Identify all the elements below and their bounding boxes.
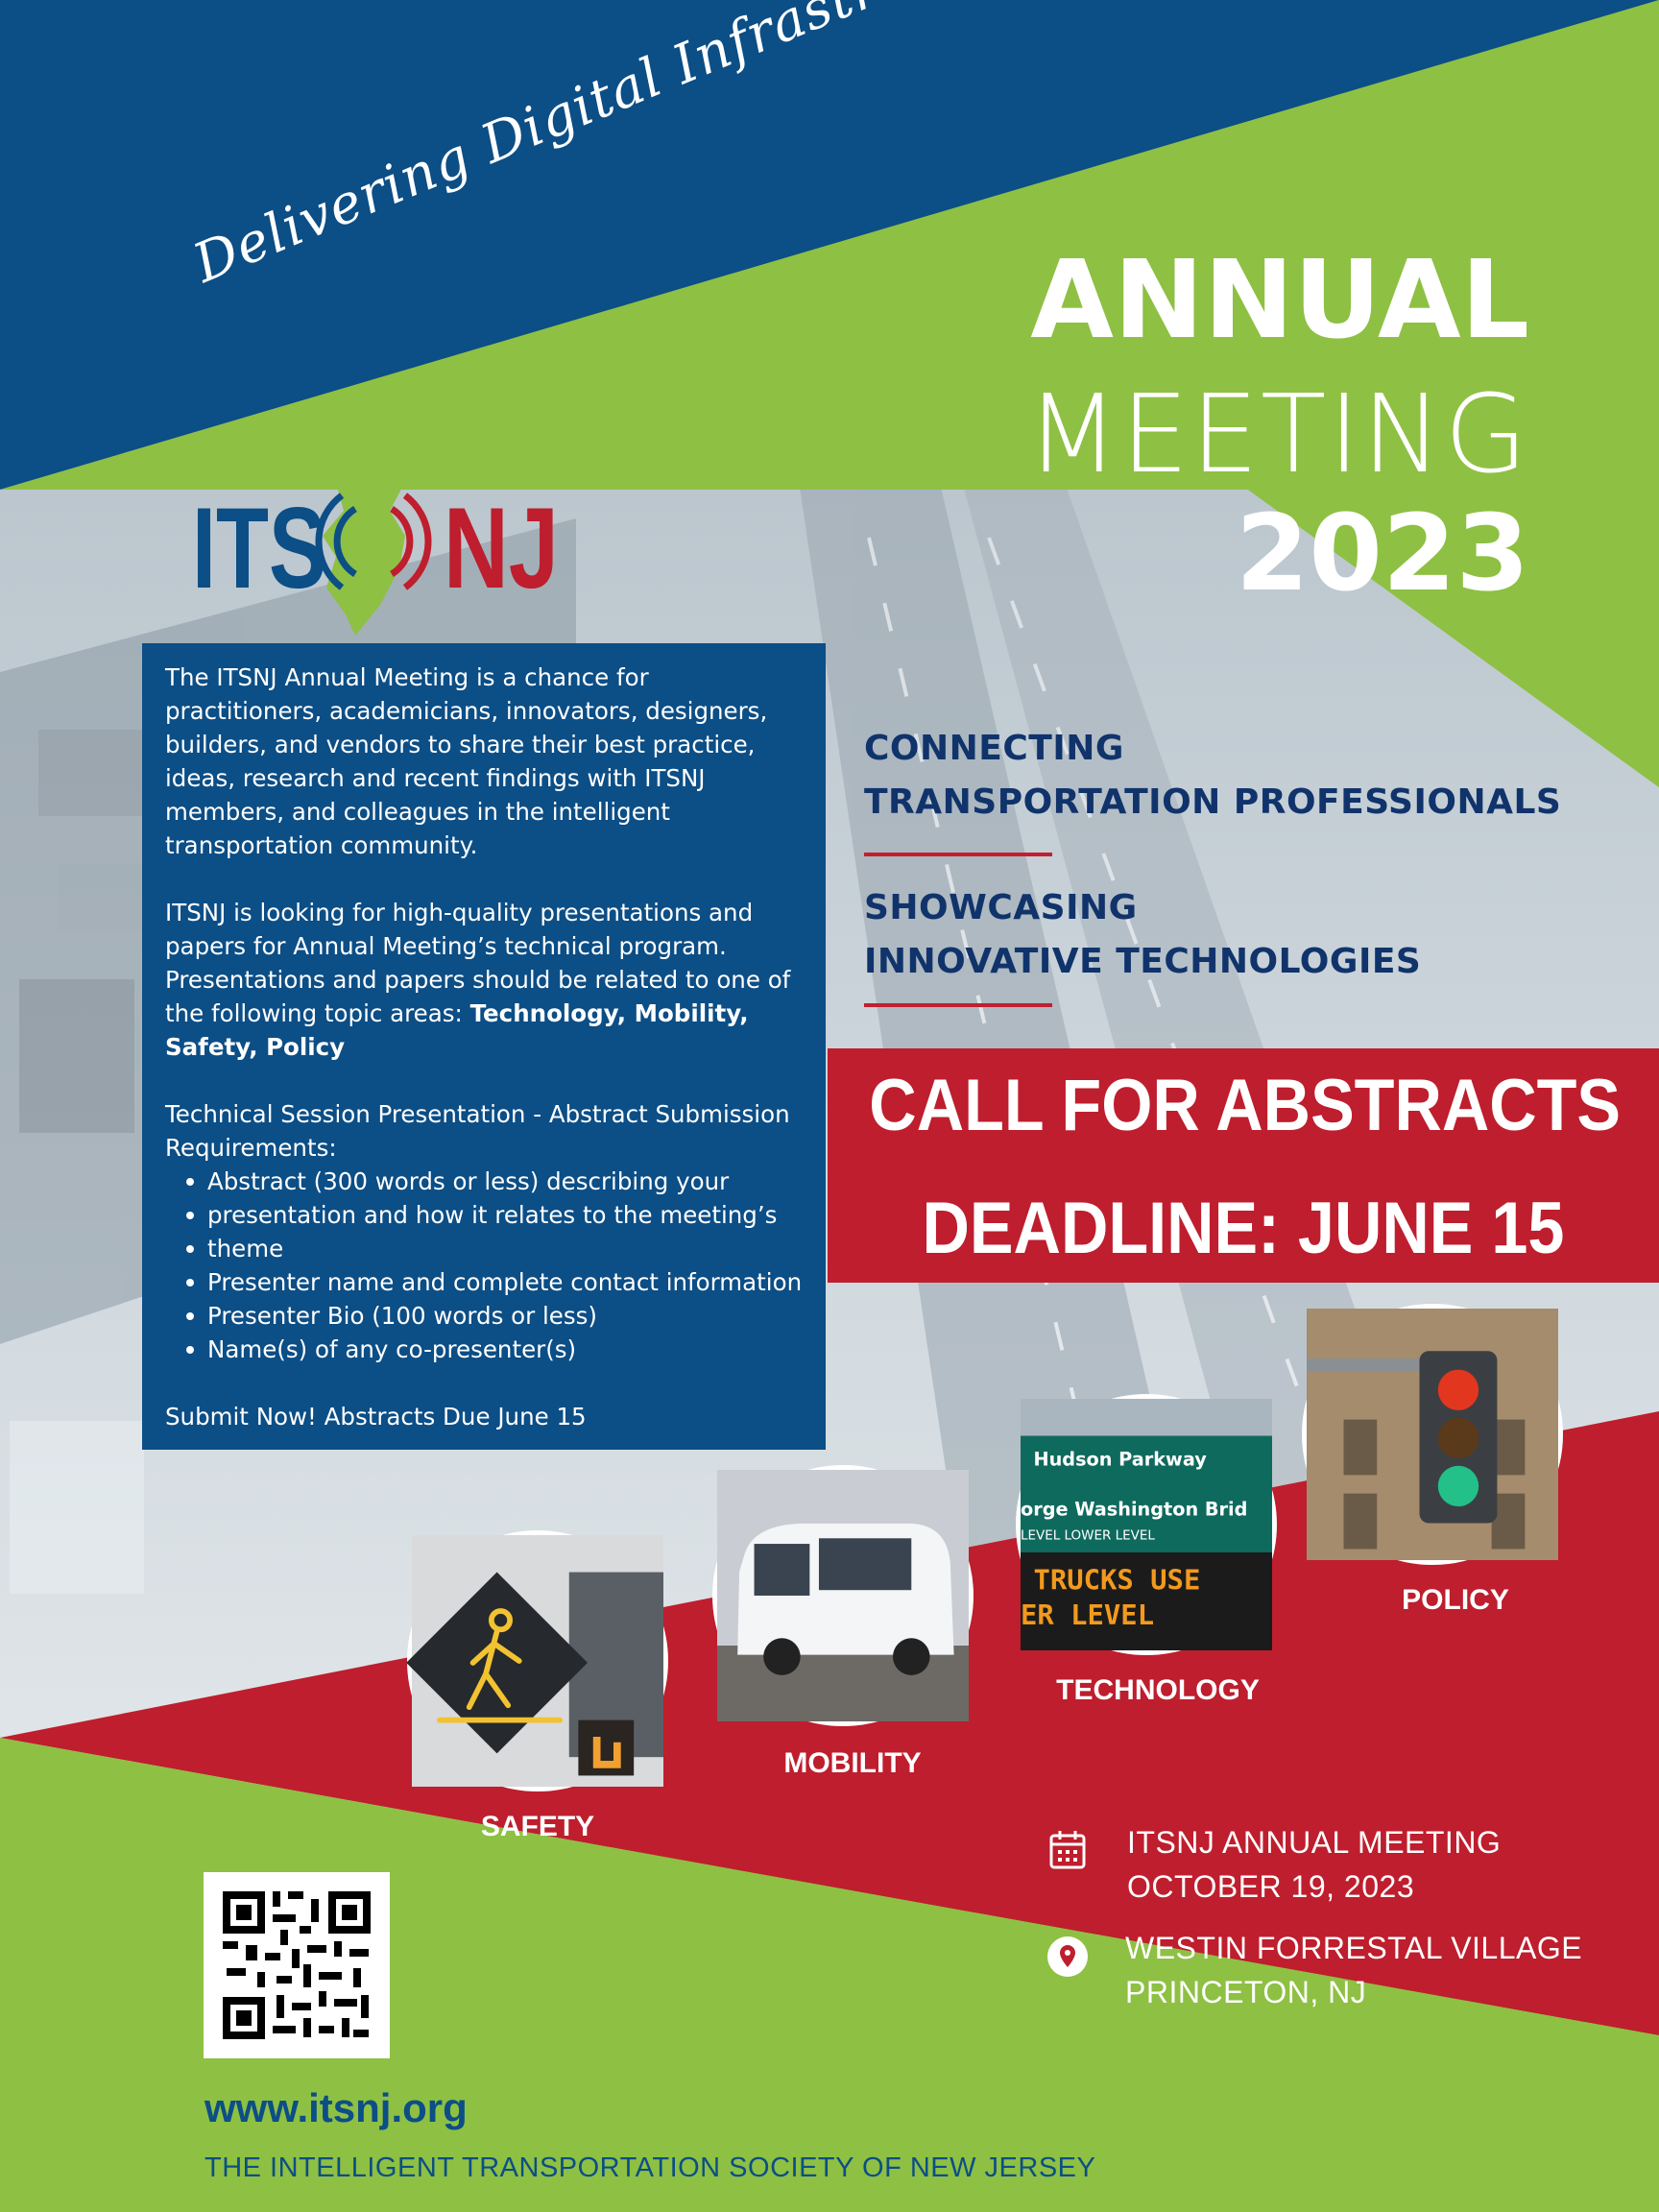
requirement-item: presentation and how it relates to the meeting’s xyxy=(184,1198,805,1232)
deadline-text: DEADLINE: JUNE 15 xyxy=(922,1188,1565,1269)
requirement-item: Abstract (300 words or less) describing your xyxy=(184,1165,805,1198)
calendar-icon xyxy=(1048,1830,1087,1870)
event-location-block xyxy=(1125,1926,1582,2014)
requirements-heading: Technical Session Presentation - Abstract Submission Requirements: xyxy=(165,1100,790,1162)
title-annual: ANNUAL xyxy=(1030,238,1529,363)
title-year: 2023 xyxy=(1235,492,1529,614)
location-pin-icon xyxy=(1046,1936,1089,1978)
logo-nj-text: NJ xyxy=(444,484,559,613)
qr-code[interactable] xyxy=(204,1872,390,2058)
mobility-image xyxy=(712,1465,974,1726)
title-meeting: MEETING xyxy=(1025,373,1529,497)
policy-label: POLICY xyxy=(1402,1584,1509,1616)
tagline-connecting-line2: TRANSPORTATION PROFESSIONALS xyxy=(864,782,1562,822)
info-paragraph-2 xyxy=(165,896,805,1064)
info-paragraph-2-text: ITSNJ is looking for high-quality presentations and papers for Annual Meeting’s technical program. Presentations and papers should be related to one of the following topic areas: xyxy=(165,899,791,1027)
logo-its-text: ITS xyxy=(192,484,326,613)
info-box xyxy=(142,643,826,1450)
technology-label: TECHNOLOGY xyxy=(1056,1674,1260,1706)
sign-line-3: LEVEL LOWER LEVEL xyxy=(1021,1527,1155,1544)
event-date-block xyxy=(1127,1820,1501,1909)
event-name: ITSNJ ANNUAL MEETING xyxy=(1127,1825,1502,1860)
requirement-item: Name(s) of any co-presenter(s) xyxy=(184,1333,805,1366)
divider-rule xyxy=(864,853,1052,856)
requirement-item: Presenter Bio (100 words or less) xyxy=(184,1299,805,1333)
itsnj-logo xyxy=(192,444,576,645)
safety-image xyxy=(407,1530,668,1791)
website-link[interactable]: www.itsnj.org xyxy=(204,2085,468,2130)
tagline-showcasing-line1: SHOWCASING xyxy=(864,888,1138,927)
event-city: PRINCETON, NJ xyxy=(1125,1975,1367,2009)
mobility-label: MOBILITY xyxy=(783,1747,922,1779)
tagline-showcasing-line2: INNOVATIVE TECHNOLOGIES xyxy=(864,942,1422,981)
sign-line-2: orge Washington Brid xyxy=(1021,1498,1248,1521)
call-for-abstracts-title: CALL FOR ABSTRACTS xyxy=(869,1065,1622,1146)
event-date: OCTOBER 19, 2023 xyxy=(1127,1869,1415,1904)
requirement-item: theme xyxy=(184,1232,805,1265)
tagline-showcasing xyxy=(864,881,1421,989)
divider-rule xyxy=(864,1003,1052,1007)
submit-note: Submit Now! Abstracts Due June 15 xyxy=(165,1403,587,1431)
requirements-list xyxy=(184,1165,805,1366)
event-venue: WESTIN FORRESTAL VILLAGE xyxy=(1125,1931,1583,1965)
sign-line-4: TRUCKS USE xyxy=(1033,1563,1201,1597)
sign-line-1: Hudson Parkway xyxy=(1033,1448,1207,1471)
safety-label: SAFETY xyxy=(480,1811,595,1842)
info-paragraph-1: The ITSNJ Annual Meeting is a chance for practitioners, academicians, innovators, designers, builders, and vendors to share their best practice, ideas, research and recent findings with ITSNJ members, and colleagues in the intelligent transportation community. xyxy=(165,663,768,859)
tagline-connecting-line1: CONNECTING xyxy=(864,729,1124,768)
requirement-item: Presenter name and complete contact information xyxy=(184,1265,805,1299)
tagline-connecting xyxy=(864,722,1561,830)
traffic-light-icon xyxy=(1420,1351,1498,1523)
topic-areas: Technology, Mobility, Safety, Policy xyxy=(165,999,749,1061)
society-name: THE INTELLIGENT TRANSPORTATION SOCIETY OF NEW JERSEY xyxy=(204,2152,1096,2183)
sign-line-5: ER LEVEL xyxy=(1021,1599,1155,1632)
technology-image xyxy=(1016,1394,1277,1655)
policy-image xyxy=(1302,1304,1563,1565)
